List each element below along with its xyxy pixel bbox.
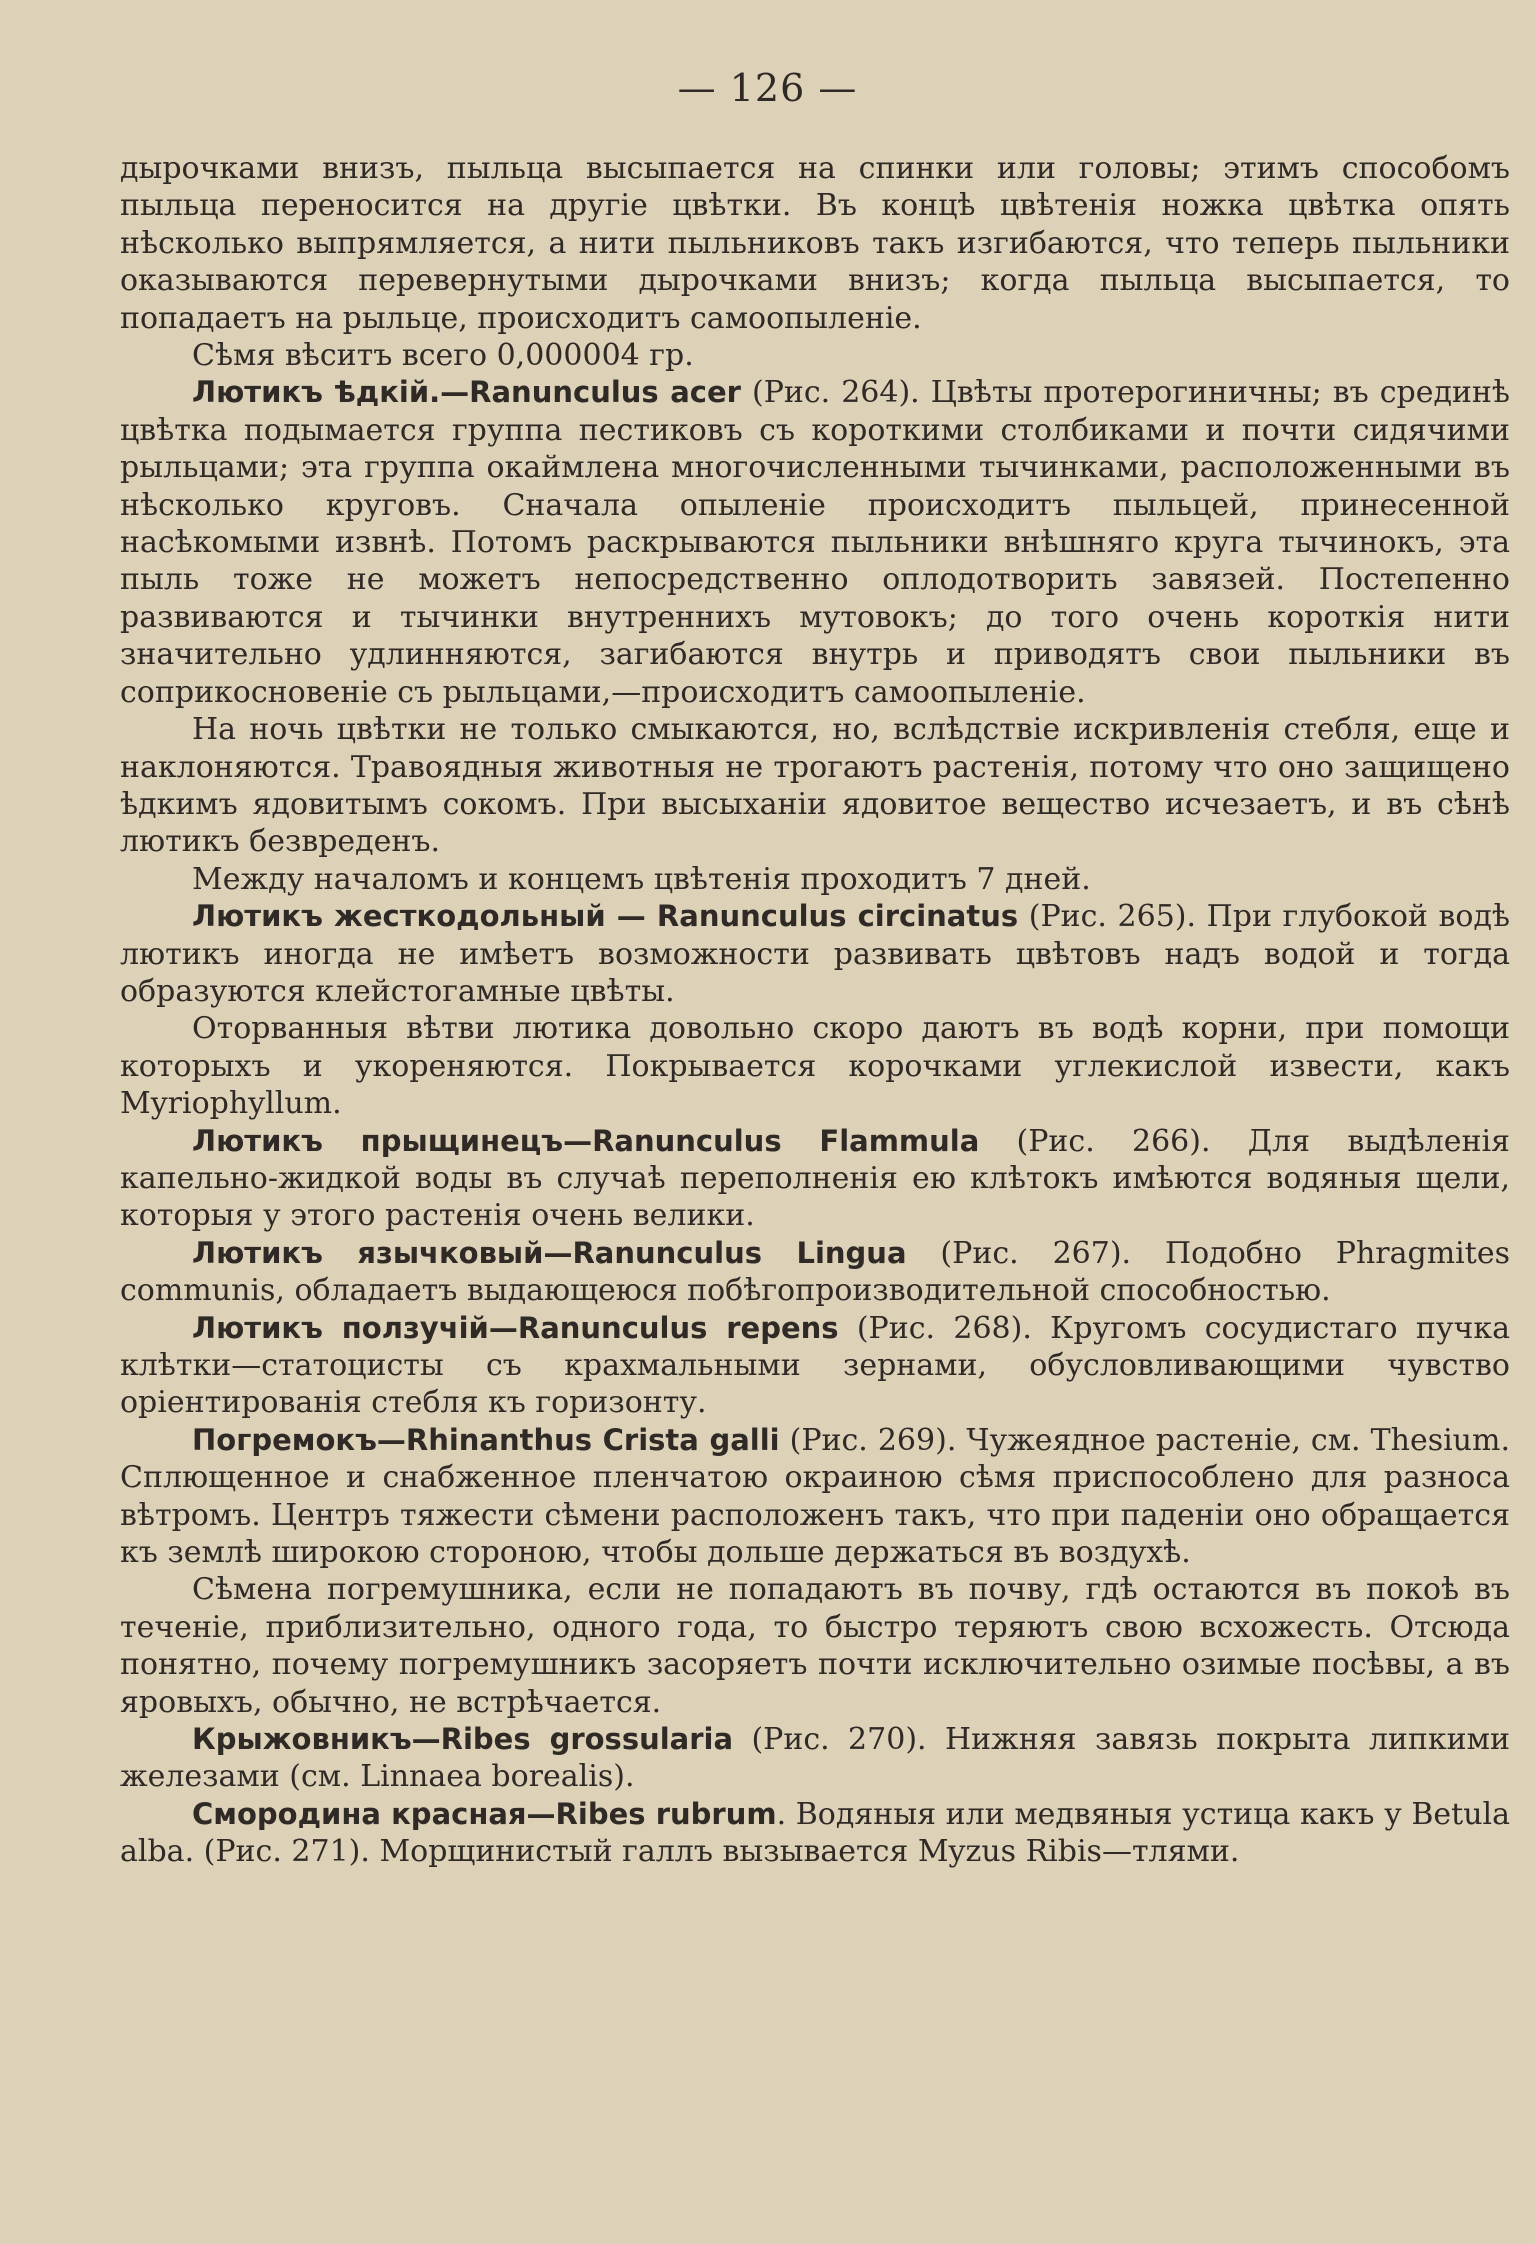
entry-text: (Рис. 269). Чужеядное растеніе, см. Thesium. Сплющенное и снабженное пленчатою окраиною сѣмя приспособлено для разноса вѣтромъ. Центръ тяжести сѣмени расположенъ такъ, что при паденіи оно обращается къ землѣ широкою стороною, чтобы дольше держаться въ воздухѣ. <box>120 1422 1510 1571</box>
paragraph-text: Сѣмя вѣситъ всего 0,000004 гр. <box>192 338 694 374</box>
entry-ranunculus-acer <box>120 374 1510 711</box>
paragraph-7 <box>120 1010 1510 1122</box>
page-number: — 126 — <box>677 66 858 110</box>
paragraph-1 <box>120 150 1510 337</box>
entry-ranunculus-circinatus <box>120 898 1510 1010</box>
entry-ranunculus-lingua <box>120 1235 1510 1310</box>
entry-text: (Рис. 265). При глубокой водѣ лютикъ иногда не имѣетъ возможности развивать цвѣтовъ надъ водой и тогда образуются клейстогамные цвѣты. <box>120 899 1511 1009</box>
entry-heading: Лютикъ ползучій—Ranunculus repens <box>192 1310 839 1345</box>
paragraph-text: дырочками внизъ, пыльца высыпается на спинки или головы; этимъ способомъ пыльца переносится на другіе цвѣтки. Въ концѣ цвѣтенія ножка цвѣтка опять нѣсколько выпрямляется, а нити пыльниковъ такъ изгибаются, что теперь пыльники оказываются перевернутыми дырочками внизъ; когда пыльца высыпается, то попадаетъ на рыльце, происходитъ самоопыленіе. <box>120 151 1510 336</box>
entry-text: (Рис. 268). Кругомъ сосудистаго пучка клѣтки—статоцисты съ крахмальными зернами, обусловливающими чувство оріентированія стебля къ горизонту. <box>120 1310 1510 1421</box>
entry-text: (Рис. 270). Нижняя завязь покрыта липкими железами (см. Linnaea borealis). <box>120 1722 1510 1795</box>
entry-heading: Лютикъ жесткодольный — Ranunculus circinatus <box>192 899 1019 934</box>
paragraph-2 <box>120 337 1510 374</box>
paragraph-text: На ночь цвѣтки не только смыкаются, но, вслѣдствіе искривленія стебля, еще и наклоняются. Травоядныя животныя не трогаютъ растенія, потому что оно защищено ѣдкимъ ядовитымъ сокомъ. При высыханіи ядовитое вещество исчезаетъ, и въ сѣнѣ лютикъ безвреденъ. <box>120 712 1510 860</box>
paragraph-4 <box>120 711 1510 861</box>
paragraph-text: Оторванныя вѣтви лютика довольно скоро даютъ въ водѣ корни, при помощи которыхъ и укореняются. Покрывается корочками углекислой извести, какъ Myriophyllum. <box>120 1011 1510 1122</box>
paragraph-text: Между началомъ и концемъ цвѣтенія проходитъ 7 дней. <box>192 861 1091 897</box>
entry-ranunculus-repens <box>120 1310 1510 1422</box>
entry-heading: Смородина красная—Ribes rubrum <box>192 1796 777 1831</box>
entry-heading: Погремокъ—Rhinanthus Crista galli <box>192 1422 780 1457</box>
body-text <box>120 150 1510 1871</box>
entry-rhinanthus-crista-galli <box>120 1422 1510 1572</box>
entry-heading: Лютикъ ѣдкій.—Ranunculus acer <box>192 375 741 410</box>
entry-ranunculus-flammula <box>120 1123 1510 1235</box>
entry-heading: Лютикъ язычковый—Ranunculus Lingua <box>192 1235 907 1270</box>
entry-ribes-grossularia <box>120 1721 1510 1796</box>
entry-heading: Лютикъ прыщинецъ—Ranunculus Flammula <box>192 1123 980 1158</box>
entry-heading: Крыжовникъ—Ribes grossularia <box>192 1722 734 1757</box>
paragraph-text: Сѣмена погремушника, если не попадаютъ въ почву, гдѣ остаются въ покоѣ въ теченіе, приблизительно, одного года, то быстро теряютъ свою всхожесть. Отсюда понятно, почему погремушникъ засоряетъ почти исключительно озимые посѣвы, а въ яровыхъ, обычно, не встрѣчается. <box>120 1572 1510 1720</box>
entry-text: (Рис. 266). Для выдѣленія капельно-жидкой воды въ случаѣ переполненія ею клѣтокъ имѣются водяныя щели, которыя у этого растенія очень велики. <box>120 1123 1510 1234</box>
paragraph-12 <box>120 1571 1510 1721</box>
entry-text: (Рис. 264). Цвѣты протерогиничны; въ срединѣ цвѣтка подымается группа пестиковъ съ короткими столбиками и почти сидячими рыльцами; эта группа окаймлена многочисленными тычинками, расположенными въ нѣсколько круговъ. Сначала опыленіе происходитъ пыльцей, принесенной насѣкомыми извнѣ. Потомъ раскрываются пыльники внѣшняго круга тычинокъ, эта пыль тоже не можетъ непосредственно оплодотворить завязей. Постепенно развиваются и тычинки внутреннихъ мутовокъ; до того очень короткія нити значительно удлинняются, загибаются внутрь и приводятъ свои пыльники въ соприкосновеніе съ рыльцами,—происходитъ самоопыленіе. <box>120 375 1511 710</box>
entry-text: (Рис. 267). Подобно Phragmites communis, обладаетъ выдающеюся побѣгопроизводительной способностью. <box>120 1235 1510 1309</box>
paragraph-5 <box>120 861 1510 898</box>
entry-ribes-rubrum <box>120 1796 1510 1871</box>
entry-text: . Водяныя или медвяныя устица какъ у Betula alba. (Рис. 271). Морщинистый галлъ вызывается Myzus Ribis—тлями. <box>120 1796 1511 1870</box>
